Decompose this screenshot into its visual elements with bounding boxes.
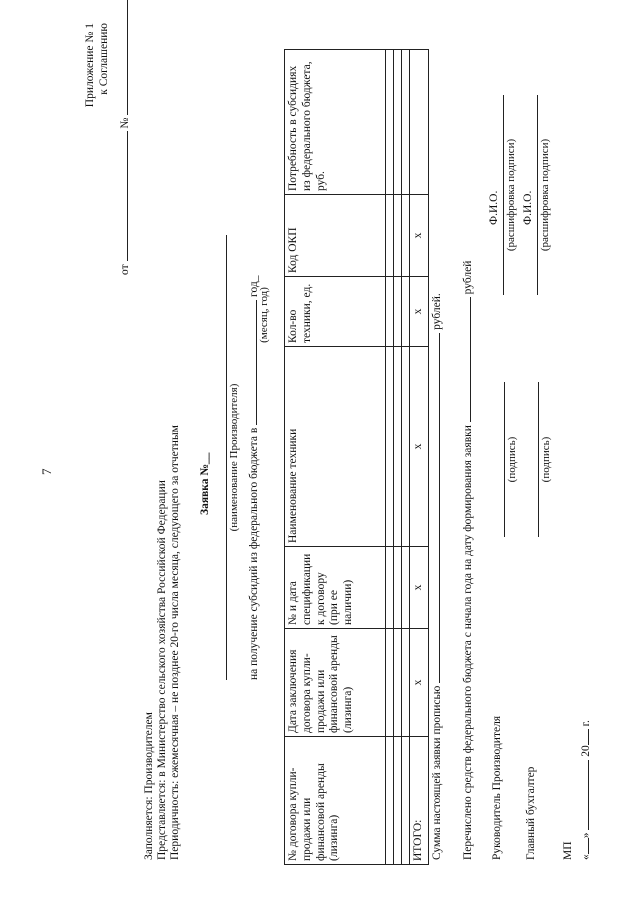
month-blank xyxy=(576,760,589,830)
submitted-to: Представляется: в Министерство сельского хозяйства Российской Федерации xyxy=(156,480,168,860)
transferred-unit: рублей xyxy=(462,260,474,295)
total-cell xyxy=(410,50,429,195)
producer-caption: (наименование Производителя) xyxy=(228,383,240,532)
producer-name-line xyxy=(226,235,227,680)
total-cell: x xyxy=(410,629,429,737)
year-blank xyxy=(576,729,589,745)
day-blank xyxy=(576,838,589,854)
sum-words-blank xyxy=(427,333,440,683)
total-cell: x xyxy=(410,195,429,277)
accountant-name-caption: (расшифровка подписи) xyxy=(539,138,551,252)
year-prefix: 20 xyxy=(580,745,592,757)
head-signature-caption: (подпись) xyxy=(506,436,518,483)
date-line xyxy=(576,720,593,860)
number-blank xyxy=(115,0,128,115)
table-row xyxy=(394,50,402,865)
sum-words-line xyxy=(427,293,444,860)
purpose-text: на получение субсидий из федерального бюджета в xyxy=(248,427,260,680)
head-name-label: Ф.И.О. xyxy=(488,190,500,225)
page-number: 7 xyxy=(39,468,54,475)
col-contract-date: Дата заключения договора купли-продажи или финансовой аренды (лизинга) xyxy=(285,629,386,737)
sum-words-label: Сумма настоящей заявки прописью xyxy=(431,685,443,860)
transferred-blank xyxy=(458,297,471,422)
date-open-quote: « xyxy=(580,854,592,860)
head-name-line xyxy=(503,95,504,295)
head-name-caption: (расшифровка подписи) xyxy=(505,138,517,252)
accountant-signature-caption: (подпись) xyxy=(540,436,552,483)
transferred-line xyxy=(458,261,475,860)
year-suffix-g: г. xyxy=(580,720,592,727)
accountant-name-line xyxy=(537,95,538,295)
accountant-signature-line xyxy=(538,382,539,537)
col-subsidy-need: Потребность в субсидиях из федерального бюджета, руб. xyxy=(285,50,386,195)
year-suffix: год_ xyxy=(248,275,260,297)
month-blank xyxy=(244,300,257,425)
col-contract-number: № договора купли-продажи или финансовой аренды (лизинга) xyxy=(285,737,386,865)
date-close-quote: » xyxy=(580,832,592,839)
total-label: ИТОГО: xyxy=(410,737,429,865)
col-equipment-name: Наименование техники xyxy=(285,347,386,547)
month-year-caption: (месяц, год) xyxy=(258,287,270,343)
col-okp-code: Код ОКП xyxy=(285,195,386,277)
total-cell: x xyxy=(410,347,429,547)
stamp-label: МП xyxy=(562,841,574,860)
table-row xyxy=(386,50,394,865)
appendix-line2: к Соглашению xyxy=(98,23,110,95)
request-table xyxy=(284,49,429,865)
from-label: от xyxy=(119,264,131,275)
col-specification: № и дата спецификации к договору (при ее наличии) xyxy=(285,547,386,629)
total-cell: x xyxy=(410,547,429,629)
table-row xyxy=(402,50,410,865)
number-label: № xyxy=(119,117,131,129)
col-quantity: Кол-во техники, ед. xyxy=(285,277,386,347)
appendix-line1: Приложение № 1 xyxy=(84,23,96,108)
total-cell: x xyxy=(410,277,429,347)
accountant-role: Главный бухгалтер xyxy=(525,766,537,860)
filled-by: Заполняется: Производителем xyxy=(143,712,155,860)
table-header-row xyxy=(285,50,386,865)
head-signature-line xyxy=(504,382,505,537)
appendix-date-number xyxy=(115,0,132,275)
sum-words-unit: рублей. xyxy=(431,293,443,330)
head-role: Руководитель Производителя xyxy=(491,715,503,860)
transferred-label: Перечислено средств федерального бюджета с начала года на дату формирования заявки xyxy=(462,425,474,860)
total-row xyxy=(410,50,429,865)
periodicity: Периодичность: ежемесячная – не позднее 20-го числа месяца, следующего за отчетным xyxy=(169,425,181,860)
request-title: Заявка №__ xyxy=(199,452,211,515)
date-blank xyxy=(115,132,128,262)
accountant-name-label: Ф.И.О. xyxy=(522,190,534,225)
